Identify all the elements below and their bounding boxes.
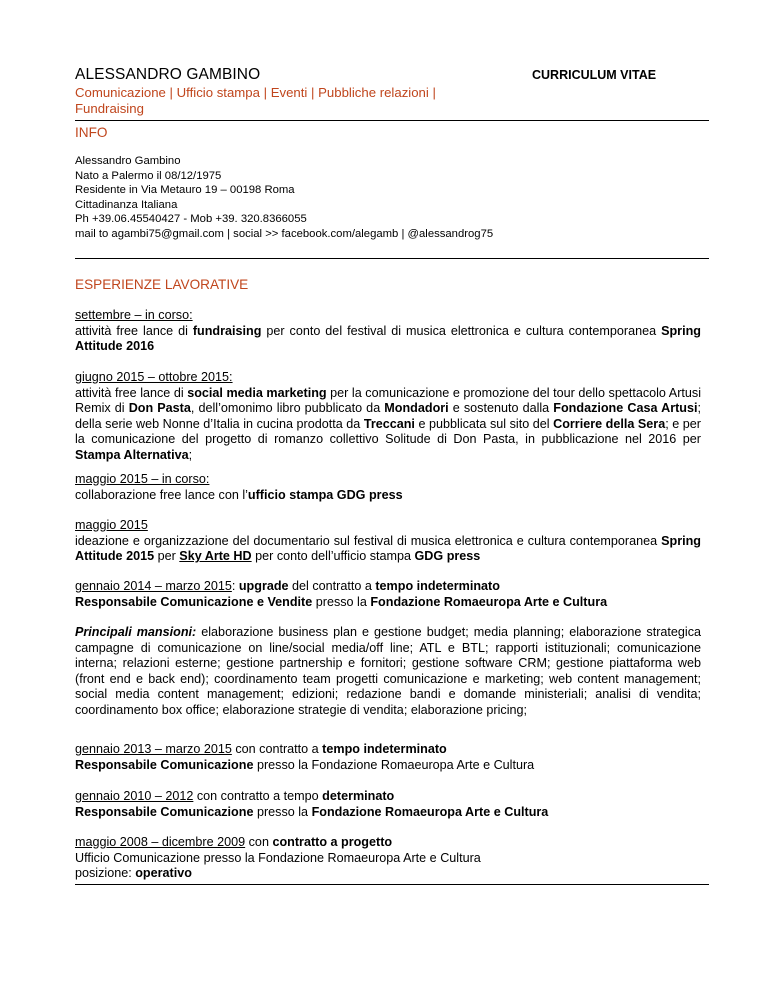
experience-entry (75, 308, 701, 355)
entry-date: maggio 2015 (75, 518, 148, 532)
entry-description (75, 534, 701, 565)
info-line: Ph +39.06.45540427 - Mob +39. 320.8366055 (75, 213, 307, 226)
entry-highlight: Spring Attitude 2015 (75, 533, 701, 564)
entry-text: : (231, 579, 239, 593)
entry-highlight: Fondazione Romaeuropa Arte e Cultura (370, 594, 608, 609)
experience-entry (75, 472, 701, 503)
info-line: Nato a Palermo il 08/12/1975 (75, 169, 222, 182)
entry-text: e pubblicata sul sito del (414, 416, 554, 431)
entry-highlight: Fondazione Casa Artusi (553, 401, 698, 416)
entry-highlight: Stampa Alternativa (75, 447, 189, 462)
info-line: mail to agambi75@gmail.com | social >> facebook.com/alegamb | @alessandrog75 (75, 227, 494, 240)
section-title-experience: ESPERIENZE LAVORATIVE (75, 277, 249, 292)
entry-text: posizione: (75, 866, 136, 881)
entry-text: per conto del festival di musica elettronica e cultura contemporanea (261, 323, 662, 338)
document-type: CURRICULUM VITAE (532, 68, 657, 82)
entry-text: presso la Fondazione Romaeuropa Arte e Cultura (253, 757, 535, 772)
experience-entry (75, 518, 701, 565)
entry-description (75, 324, 701, 355)
professional-subtitle (75, 85, 495, 116)
entry-text: collaborazione free lance con l’ (75, 487, 248, 502)
entry-role: Responsabile Comunicazione e Vendite (75, 594, 313, 609)
entry-text: con contratto a (231, 742, 323, 756)
entry-text: ; (188, 447, 193, 462)
entry-text: attività free lance di (75, 385, 188, 400)
candidate-name: ALESSANDRO GAMBINO (75, 66, 261, 83)
entry-role: Responsabile Comunicazione (75, 757, 254, 772)
entry-date: giugno 2015 – ottobre 2015: (75, 370, 233, 384)
duties-text: elaborazione business plan e gestione budget; media planning; elaborazione strategica campagne di comunicazione on line/social media/off line; ATL e BTL; rapporti istituzionali; comunicazione interna; relazioni esterne; gestione partnership e fornitori; gestione software CRM; gestione piattaforma web (front end e back end); coordinamento team progetti comunicazione e marketing; web content management; social media content management; edizioni; redazione bandi e domande ministeriali; analisi di vendita; coordinamento box office; elaborazione strategie di vendita; elaborazione pricing; (75, 625, 701, 717)
entry-text: del contratto a (288, 579, 376, 593)
entry-text: per la comunicazione e promozione del tour dello spettacolo Artusi Remix di (75, 385, 701, 416)
entry-highlight: Spring Attitude 2016 (75, 323, 701, 354)
entry-highlight: Mondadori (384, 401, 449, 416)
entry-role: Responsabile Comunicazione (75, 804, 254, 819)
entry-highlight: GDG press (414, 549, 481, 564)
section-title-info: INFO (75, 125, 108, 140)
info-line: Residente in Via Metauro 19 – 00198 Roma (75, 184, 295, 197)
entry-highlight: upgrade (238, 579, 289, 593)
entry-date: settembre – in corso: (75, 308, 193, 322)
entry-text: per (154, 549, 180, 564)
entry-text: , dell’omonimo libro pubblicato da (190, 401, 385, 416)
info-block (75, 154, 493, 242)
entry-text: ; e per la comunicazione del progetto di romanzo collettivo Solitude di Don Pasta, in pubblicazione nel 2016 per (75, 416, 701, 447)
entry-text: Ufficio Comunicazione presso la Fondazione Romaeuropa Arte e Cultura (75, 850, 481, 865)
entry-text: presso la (253, 804, 312, 819)
entry-highlight: ufficio stampa GDG press (247, 487, 403, 502)
entry-highlight: social media marketing (187, 385, 327, 400)
entry-text: con contratto a tempo (193, 789, 323, 803)
info-line: Cittadinanza Italiana (75, 198, 178, 211)
main-duties (75, 625, 701, 719)
entry-date: gennaio 2014 – marzo 2015 (75, 579, 232, 593)
entry-date: maggio 2015 – in corso: (75, 472, 210, 486)
entry-date: gennaio 2010 – 2012 (75, 789, 194, 803)
info-line: Alessandro Gambino (75, 155, 181, 167)
entry-text: e sostenuto dalla (448, 401, 554, 416)
subtitle-line: Comunicazione | Ufficio stampa | Eventi | Pubbliche relazioni | (75, 85, 436, 100)
entry-text: per conto dell’ufficio stampa (251, 549, 415, 564)
experience-entry (75, 370, 701, 464)
entry-text: con (245, 835, 273, 849)
entry-highlight: operativo (135, 866, 192, 881)
divider (75, 120, 709, 121)
entry-date: maggio 2008 – dicembre 2009 (75, 835, 246, 849)
entry-description (75, 386, 701, 464)
entry-highlight: Fondazione Romaeuropa Arte e Cultura (311, 804, 549, 819)
entry-highlight: contratto a progetto (272, 835, 393, 849)
entry-highlight: Don Pasta (128, 401, 191, 416)
experience-entry (75, 835, 701, 882)
entry-date: gennaio 2013 – marzo 2015 (75, 742, 232, 756)
entry-highlight: Treccani (363, 416, 415, 431)
entry-highlight: determinato (322, 789, 395, 803)
entry-highlight: Corriere della Sera (553, 416, 666, 431)
entry-text: attività free lance di (75, 323, 193, 338)
experience-entry (75, 579, 701, 610)
entry-text: ; della serie web Nonne d’Italia in cucina prodotta da (75, 401, 701, 431)
divider (75, 258, 709, 259)
experience-entry (75, 742, 701, 773)
duties-label: Principali mansioni: (75, 625, 197, 639)
entry-description (75, 488, 701, 504)
experience-entry (75, 789, 701, 820)
entry-text: ideazione e organizzazione del documentario sul festival di musica elettronica e cultura contemporanea (75, 533, 662, 548)
entry-highlight: Sky Arte HD (179, 549, 252, 564)
subtitle-line: Fundraising (75, 100, 144, 116)
entry-highlight: fundraising (192, 323, 262, 338)
entry-highlight: tempo indeterminato (322, 742, 447, 756)
entry-highlight: tempo indeterminato (375, 579, 500, 593)
divider (75, 884, 709, 885)
entry-text: presso la (312, 594, 371, 609)
